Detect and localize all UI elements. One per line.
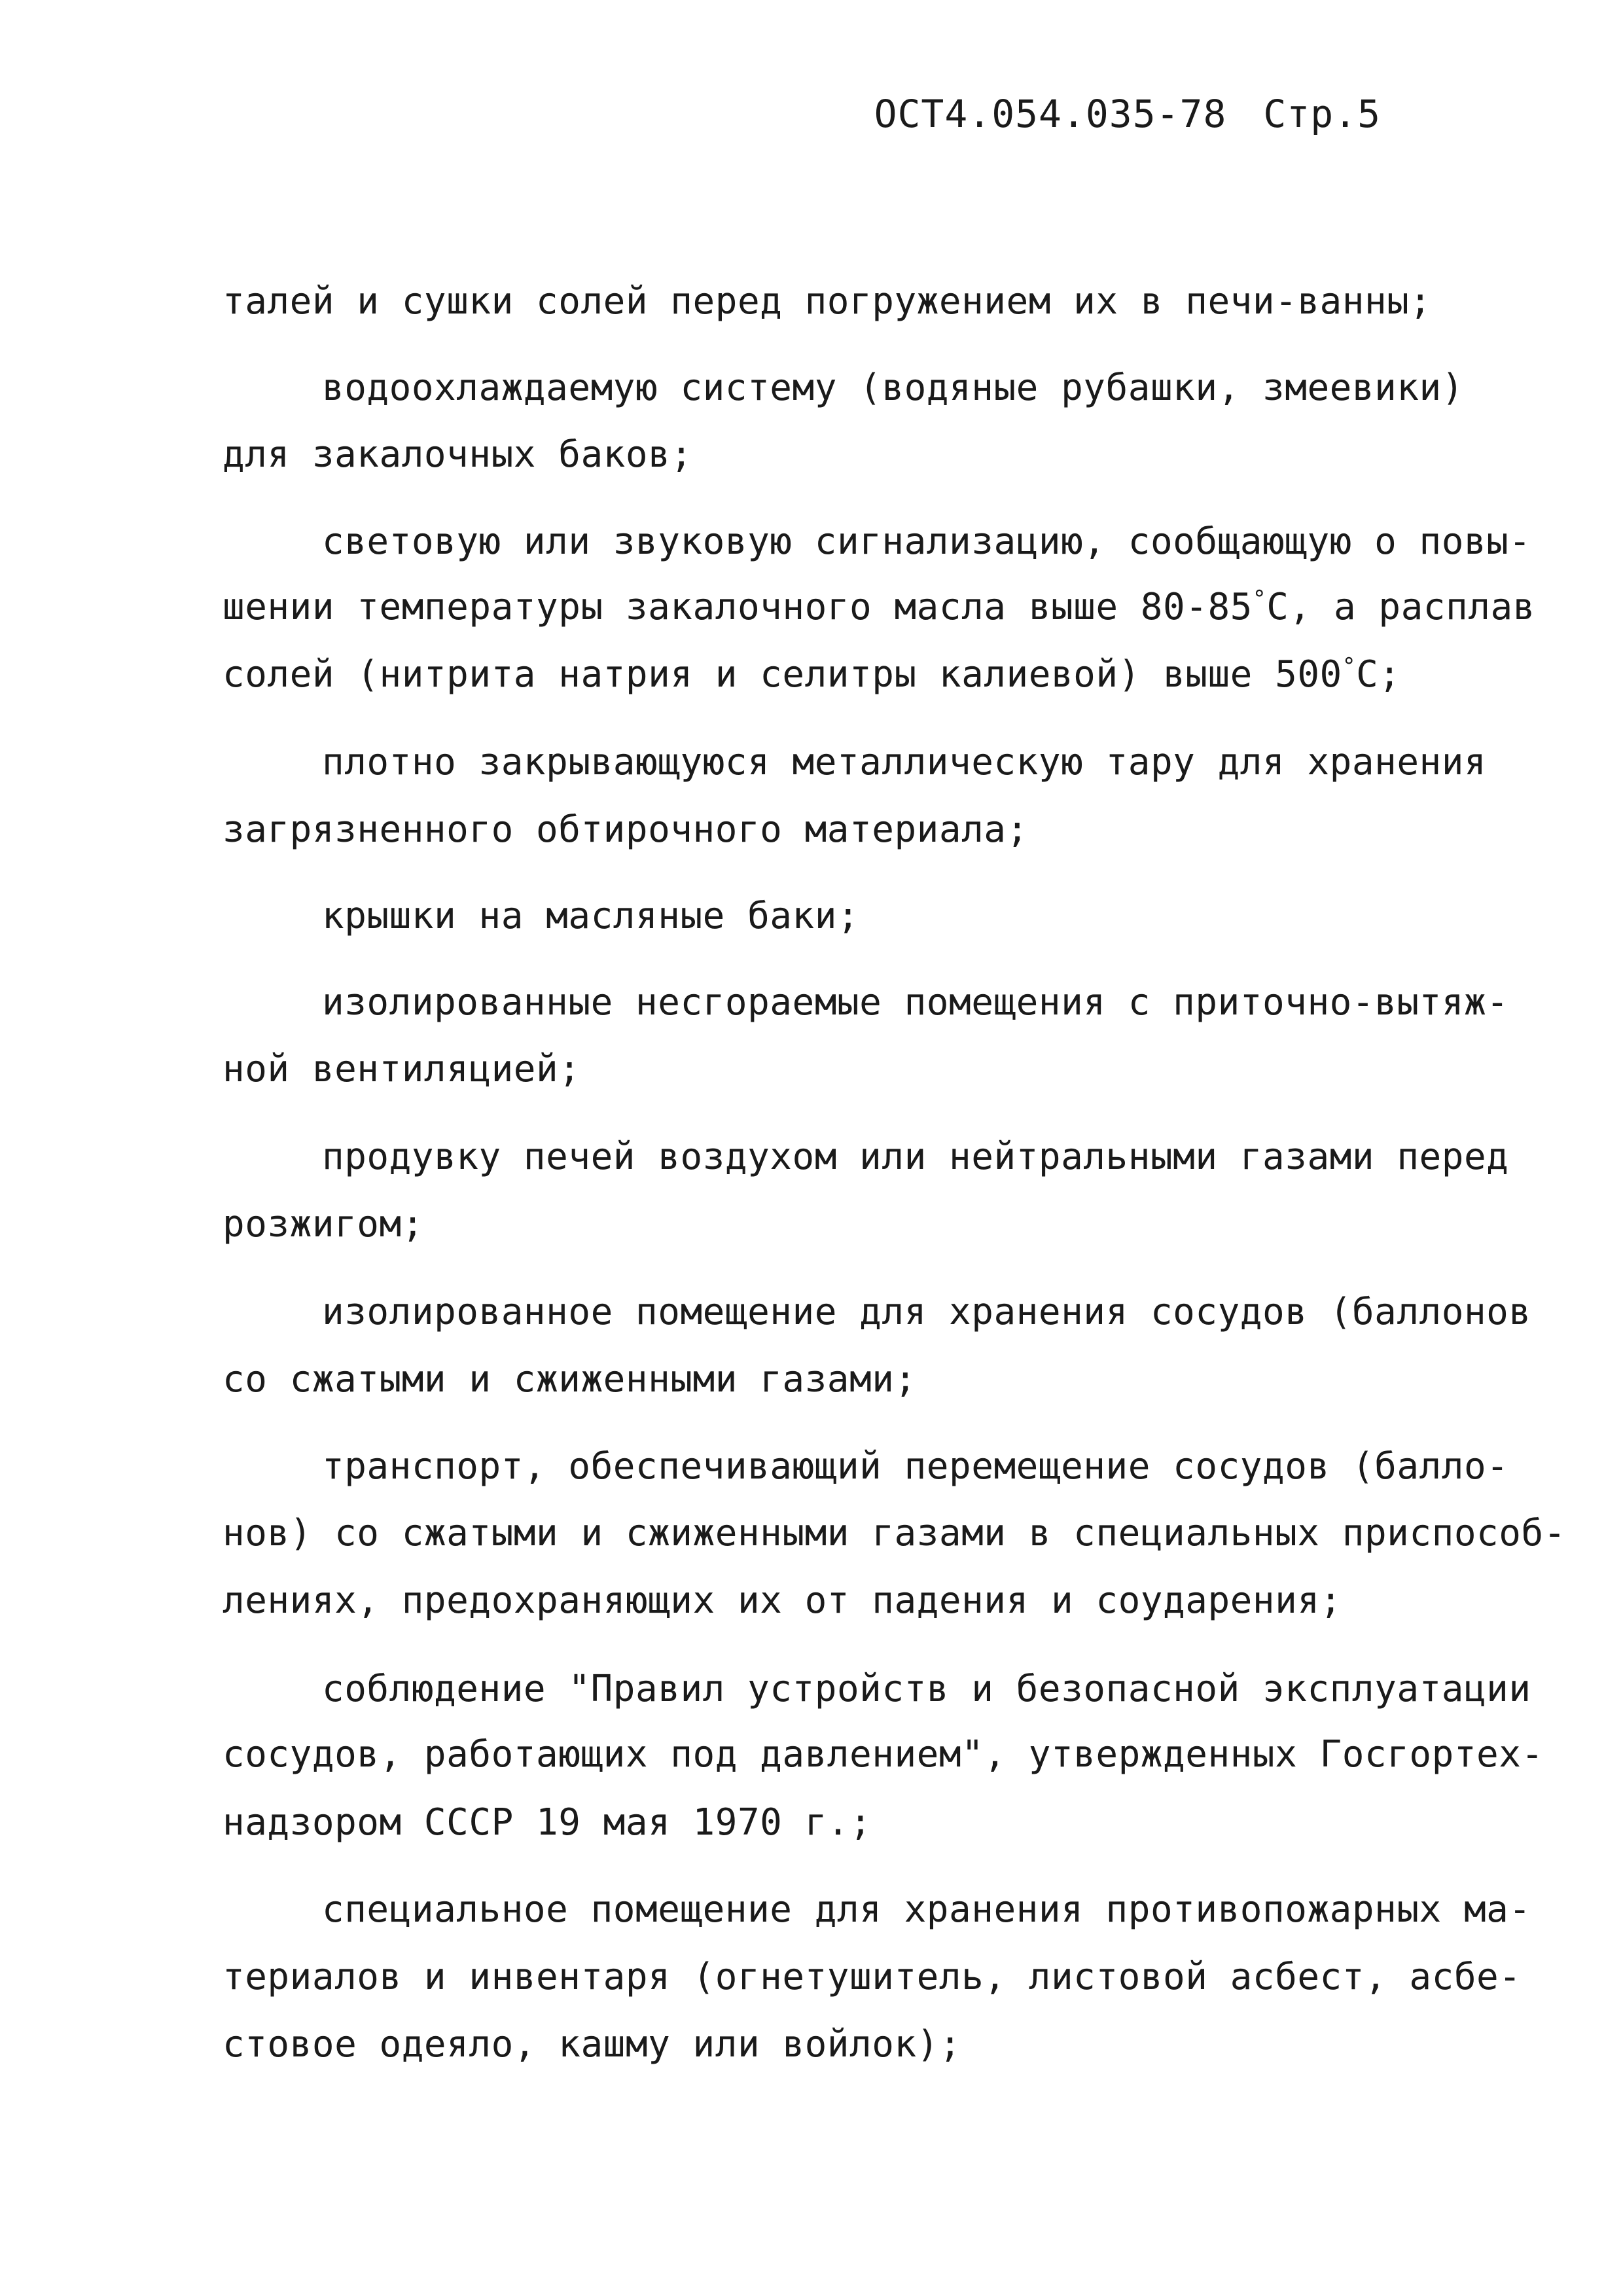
text-line: транспорт, обеспечивающий перемещение сосудов (балло- [322, 1445, 1509, 1488]
text-line: талей и сушки солей перед погружением их в печи-ванны; [223, 280, 1432, 323]
degree-sign: ° [1252, 586, 1267, 613]
text-line: изолированное помещение для хранения сосудов (баллонов [322, 1291, 1531, 1333]
page-number: Стр.5 [1263, 92, 1381, 136]
text-line: загрязненного обтирочного материала; [223, 808, 1029, 851]
text-line: нов) со сжатыми и сжиженными газами в специальных приспособ- [223, 1512, 1566, 1554]
page-header [874, 92, 1381, 136]
text-line [223, 653, 1440, 696]
text-line: водоохлаждаемую систему (водяные рубашки, змеевики) [322, 367, 1464, 409]
text-line: со сжатыми и сжиженными газами; [223, 1358, 917, 1401]
text-line: специальное помещение для хранения противопожарных ма- [322, 1888, 1531, 1931]
text-line: крышки на масляные баки; [322, 895, 860, 937]
text-line: лениях, предохраняющих их от падения и соударения; [223, 1579, 1342, 1622]
text-line-part: шении температуры закалочного масла выше 80-85 [223, 586, 1253, 628]
text-line: териалов и инвентаря (огнетушитель, листовой асбест, асбе- [223, 1956, 1522, 1998]
text-line [223, 586, 1535, 628]
text-line: изолированные несгораемые помещения с приточно-вытяж- [322, 981, 1509, 1024]
text-line: для закалочных баков; [223, 433, 693, 476]
text-line: плотно закрывающуюся металлическую тару для хранения [322, 741, 1487, 783]
text-line: продувку печей воздухом или нейтральными газами перед [322, 1136, 1509, 1178]
text-line-part: С, а расплав [1266, 586, 1535, 628]
text-line: надзором СССР 19 мая 1970 г.; [223, 1801, 872, 1844]
text-line: сосудов, работающих под давлением", утвержденных Госгортех- [223, 1733, 1544, 1776]
text-line-part: С; [1356, 653, 1401, 696]
text-line: соблюдение "Правил устройств и безопасной эксплуатации [322, 1668, 1531, 1710]
text-line: розжигом; [223, 1203, 424, 1246]
text-line: стовое одеяло, кашму или войлок); [223, 2023, 962, 2066]
document-code: ОСТ4.054.035-78 [874, 92, 1227, 136]
degree-sign: ° [1342, 653, 1357, 680]
text-line-part: солей (нитрита натрия и селитры калиевой) выше 500 [223, 653, 1342, 696]
text-line: световую или звуковую сигнализацию, сообщающую о повы- [322, 520, 1531, 563]
text-line: ной вентиляцией; [223, 1048, 581, 1090]
